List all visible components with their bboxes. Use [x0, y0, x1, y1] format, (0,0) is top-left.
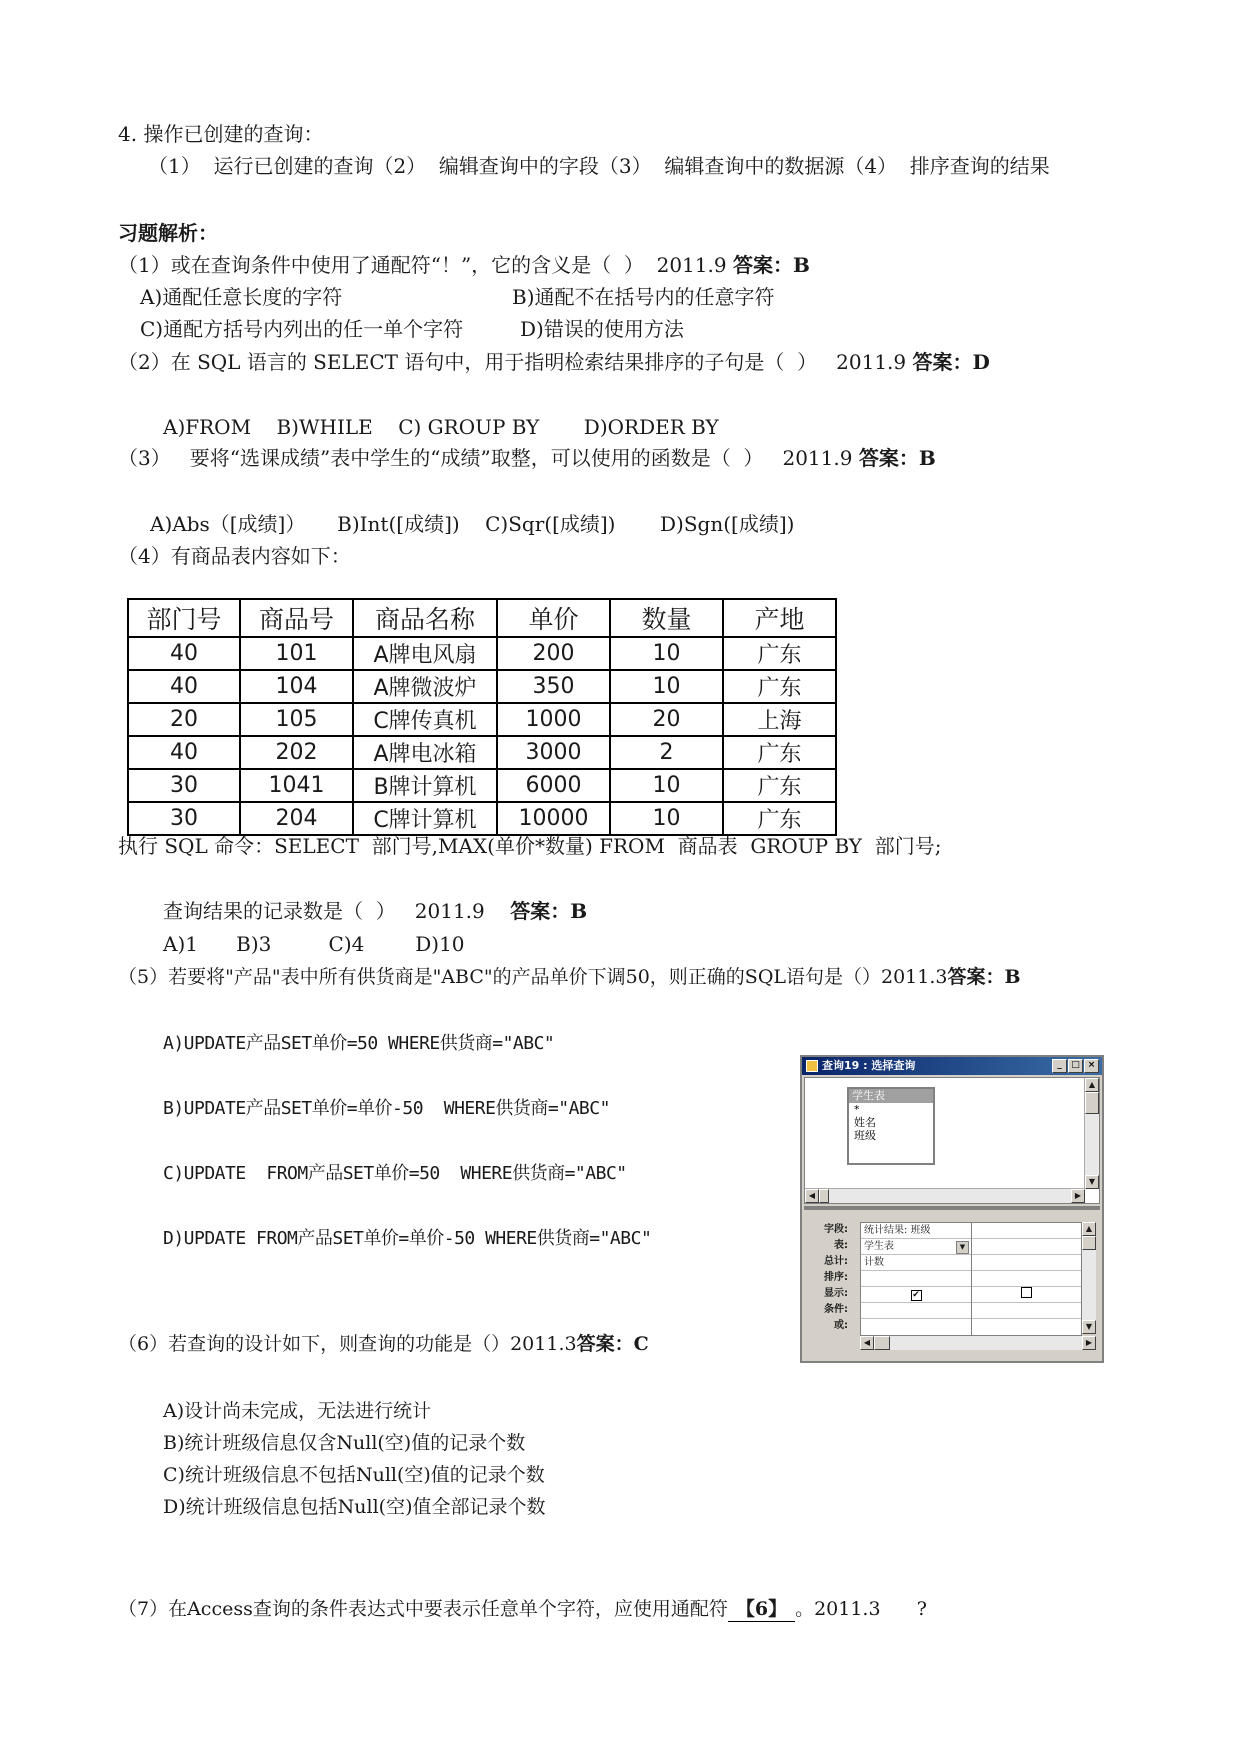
table-row	[128, 769, 836, 802]
grid-table-value: 学生表	[864, 1241, 894, 1252]
column-header: 单价	[497, 599, 610, 637]
q6-answer: 答案：C	[576, 1333, 649, 1355]
table-cell: 1000	[497, 703, 610, 736]
q1-option-d: D)错误的使用方法	[520, 317, 684, 341]
grid-show-cell[interactable]	[861, 1287, 971, 1303]
table-cell: 40	[128, 736, 240, 769]
query-icon	[806, 1060, 818, 1072]
scroll-thumb[interactable]	[819, 1189, 829, 1203]
field-list-item[interactable]: *	[854, 1103, 860, 1116]
row-label-table: 表:	[834, 1240, 848, 1251]
q6-option-d: D)统计班级信息包括Null(空)值全部记录个数	[163, 1496, 546, 1518]
scroll-down-icon[interactable]: ▼	[1082, 1320, 1096, 1334]
column-header: 产地	[723, 599, 836, 637]
q5-option-c: C)UPDATE FROM产品SET单价=50 WHERE供货商="ABC"	[163, 1163, 627, 1184]
show-checkbox-unchecked[interactable]	[1021, 1287, 1032, 1298]
close-icon[interactable]: ×	[1084, 1059, 1099, 1073]
grid-show-cell-empty[interactable]	[972, 1287, 1081, 1303]
table-cell: 30	[128, 769, 240, 802]
table-cell: 10	[610, 637, 723, 670]
table-cell: 200	[497, 637, 610, 670]
row-label-total: 总计:	[824, 1256, 848, 1267]
column-header: 部门号	[128, 599, 240, 637]
table-row	[128, 637, 836, 670]
q6-option-c: C)统计班级信息不包括Null(空)值的记录个数	[163, 1464, 545, 1486]
grid-total-cell[interactable]: 计数	[861, 1255, 971, 1271]
table-cell: 40	[128, 670, 240, 703]
q3-answer: 答案：B	[858, 446, 936, 470]
scroll-left-icon[interactable]: ◀	[805, 1189, 819, 1203]
column-header: 商品号	[240, 599, 353, 637]
window-title: 查询19 : 选择查询	[822, 1059, 916, 1072]
table-cell: A牌微波炉	[353, 670, 497, 703]
q4-stem: （4）有商品表内容如下：	[118, 544, 351, 568]
q7-blank: 【6】	[728, 1597, 795, 1622]
table-cell: 10	[610, 802, 723, 835]
table-cell: 2	[610, 736, 723, 769]
grid-table-cell[interactable]	[861, 1239, 971, 1255]
section4-title: 4. 操作已创建的查询：	[118, 122, 324, 146]
q6-option-b: B)统计班级信息仅含Null(空)值的记录个数	[163, 1432, 526, 1454]
goods-table-body	[128, 637, 836, 835]
maximize-icon[interactable]: □	[1068, 1059, 1083, 1073]
table-cell: 350	[497, 670, 610, 703]
q5-stem: （5）若要将"产品"表中所有供货商是"ABC"的产品单价下调50，则正确的SQL语句是（）2011.3答案：B	[118, 966, 1021, 988]
scroll-up-icon[interactable]: ▲	[1085, 1078, 1099, 1092]
table-cell: 10	[610, 670, 723, 703]
goods-table	[127, 598, 837, 836]
q6-option-a: A)设计尚未完成，无法进行统计	[163, 1400, 432, 1422]
grid-sort-cell-empty[interactable]	[972, 1271, 1081, 1287]
table-cell: 204	[240, 802, 353, 835]
table-cell: 10	[610, 769, 723, 802]
q6-stem: （6）若查询的设计如下，则查询的功能是（）2011.3答案：C	[118, 1333, 649, 1355]
table-cell: 20	[128, 703, 240, 736]
section4-items: （1） 运行已创建的查询（2） 编辑查询中的字段（3） 编辑查询中的数据源（4） 排序查询的结果	[148, 154, 1050, 178]
row-label-show: 显示:	[824, 1288, 848, 1299]
field-list-item[interactable]: 姓名	[854, 1116, 876, 1129]
q5-option-d: D)UPDATE FROM产品SET单价=单价-50 WHERE供货商="ABC"	[163, 1228, 652, 1249]
q4-answer: 答案：B	[510, 899, 588, 923]
table-cell: B牌计算机	[353, 769, 497, 802]
field-list-item[interactable]: 班级	[854, 1129, 876, 1142]
scroll-right-icon[interactable]: ▶	[1082, 1336, 1096, 1350]
grid-or-cell-empty[interactable]	[972, 1319, 1081, 1335]
column-header: 商品名称	[353, 599, 497, 637]
row-label-field: 字段:	[824, 1224, 848, 1235]
q7-stem: （7）在Access查询的条件表达式中要表示任意单个字符，应使用通配符 【6】 。2011.3 ?	[118, 1598, 927, 1620]
q2-options: A)FROM B)WHILE C) GROUP BY D)ORDER BY	[163, 415, 719, 439]
scroll-thumb[interactable]	[874, 1336, 890, 1350]
scroll-up-icon[interactable]: ▲	[1082, 1222, 1096, 1236]
lower-horizontal-scrollbar[interactable]	[860, 1336, 1096, 1350]
table-row	[128, 670, 836, 703]
field-list-box[interactable]	[847, 1087, 935, 1165]
table-cell: 广东	[723, 802, 836, 835]
row-label-criteria: 条件:	[824, 1304, 848, 1315]
query-design-window	[800, 1055, 1104, 1363]
table-cell: C牌传真机	[353, 703, 497, 736]
q1-option-c: C)通配方括号内列出的任一单个字符	[140, 317, 464, 341]
upper-vertical-scrollbar[interactable]	[1084, 1078, 1099, 1189]
table-cell: 广东	[723, 769, 836, 802]
table-row	[128, 703, 836, 736]
grid-field-cell-empty[interactable]	[972, 1223, 1081, 1239]
show-checkbox-checked[interactable]: ✔	[912, 1290, 920, 1300]
q4-sql: 执行 SQL 命令：SELECT 部门号,MAX(单价*数量) FROM 商品表 GROUP BY 部门号;	[118, 834, 942, 858]
window-titlebar	[802, 1057, 1102, 1075]
table-cell: 广东	[723, 637, 836, 670]
q4-options: A)1 B)3 C)4 D)10	[163, 932, 465, 956]
q2-answer: 答案：D	[912, 350, 990, 374]
table-cell: 广东	[723, 736, 836, 769]
table-cell: A牌电冰箱	[353, 736, 497, 769]
q1-answer: 答案：B	[732, 253, 810, 277]
design-grid-pane	[804, 1214, 1100, 1359]
table-cell: 104	[240, 670, 353, 703]
table-cell: A牌电风扇	[353, 637, 497, 670]
pane-splitter[interactable]	[804, 1206, 1100, 1210]
table-cell: 1041	[240, 769, 353, 802]
table-cell: 30	[128, 802, 240, 835]
q5-option-b: B)UPDATE产品SET单价=单价-50 WHERE供货商="ABC"	[163, 1098, 610, 1119]
table-row	[128, 802, 836, 835]
table-header-row	[128, 599, 836, 637]
table-cell: 40	[128, 637, 240, 670]
grid-or-cell[interactable]	[861, 1319, 971, 1335]
q3-stem: （3） 要将“选课成绩”表中学生的“成绩”取整，可以使用的函数是（ ） 2011.9 答案：B	[118, 446, 936, 470]
q2-stem: （2）在 SQL 语言的 SELECT 语句中，用于指明检索结果排序的子句是（ ） 2011.9 答案：D	[118, 350, 990, 374]
q4-question: 查询结果的记录数是（ ） 2011.9 答案：B	[163, 899, 588, 923]
row-label-sort: 排序:	[824, 1272, 848, 1283]
q1-stem: （1）或在查询条件中使用了通配符“！”，它的含义是（ ） 2011.9 答案：B	[118, 253, 810, 277]
table-cell: 广东	[723, 670, 836, 703]
exercise-heading: 习题解析：	[118, 221, 218, 245]
grid-sort-cell[interactable]	[861, 1271, 971, 1287]
table-pane	[804, 1077, 1100, 1204]
scroll-thumb[interactable]	[1085, 1092, 1099, 1114]
lower-vertical-scrollbar[interactable]	[1082, 1222, 1096, 1334]
grid-table-cell-empty[interactable]	[972, 1239, 1081, 1255]
q1-option-b: B)通配不在括号内的任意字符	[512, 285, 775, 309]
table-cell: C牌计算机	[353, 802, 497, 835]
column-header: 数量	[610, 599, 723, 637]
row-label-or: 或:	[834, 1320, 848, 1331]
q5-answer: 答案：B	[947, 966, 1021, 988]
minimize-icon[interactable]: _	[1052, 1059, 1067, 1073]
upper-horizontal-scrollbar[interactable]	[805, 1188, 1085, 1203]
table-cell: 105	[240, 703, 353, 736]
dropdown-arrow-icon[interactable]: ▼	[956, 1241, 969, 1254]
scroll-left-icon[interactable]: ◀	[860, 1336, 874, 1350]
q1-option-a: A)通配任意长度的字符	[140, 285, 343, 309]
grid-criteria-cell[interactable]	[861, 1303, 971, 1319]
scroll-right-icon[interactable]: ▶	[1071, 1189, 1085, 1203]
table-cell: 6000	[497, 769, 610, 802]
design-grid	[860, 1222, 1082, 1336]
table-cell: 20	[610, 703, 723, 736]
table-cell: 3000	[497, 736, 610, 769]
table-cell: 101	[240, 637, 353, 670]
table-cell: 10000	[497, 802, 610, 835]
scroll-down-icon[interactable]: ▼	[1085, 1175, 1099, 1189]
table-cell: 202	[240, 736, 353, 769]
table-cell: 上海	[723, 703, 836, 736]
scroll-thumb[interactable]	[1082, 1236, 1096, 1250]
table-row	[128, 736, 836, 769]
grid-total-cell-empty[interactable]	[972, 1255, 1081, 1271]
q5-option-a: A)UPDATE产品SET单价=50 WHERE供货商="ABC"	[163, 1033, 555, 1054]
field-list-title: 学生表	[849, 1089, 933, 1103]
grid-criteria-cell-empty[interactable]	[972, 1303, 1081, 1319]
grid-field-cell[interactable]: 统计结果: 班级	[861, 1223, 971, 1239]
q3-options: A)Abs（[成绩]） B)Int([成绩]) C)Sqr([成绩]) D)Sgn([成绩])	[150, 512, 795, 536]
